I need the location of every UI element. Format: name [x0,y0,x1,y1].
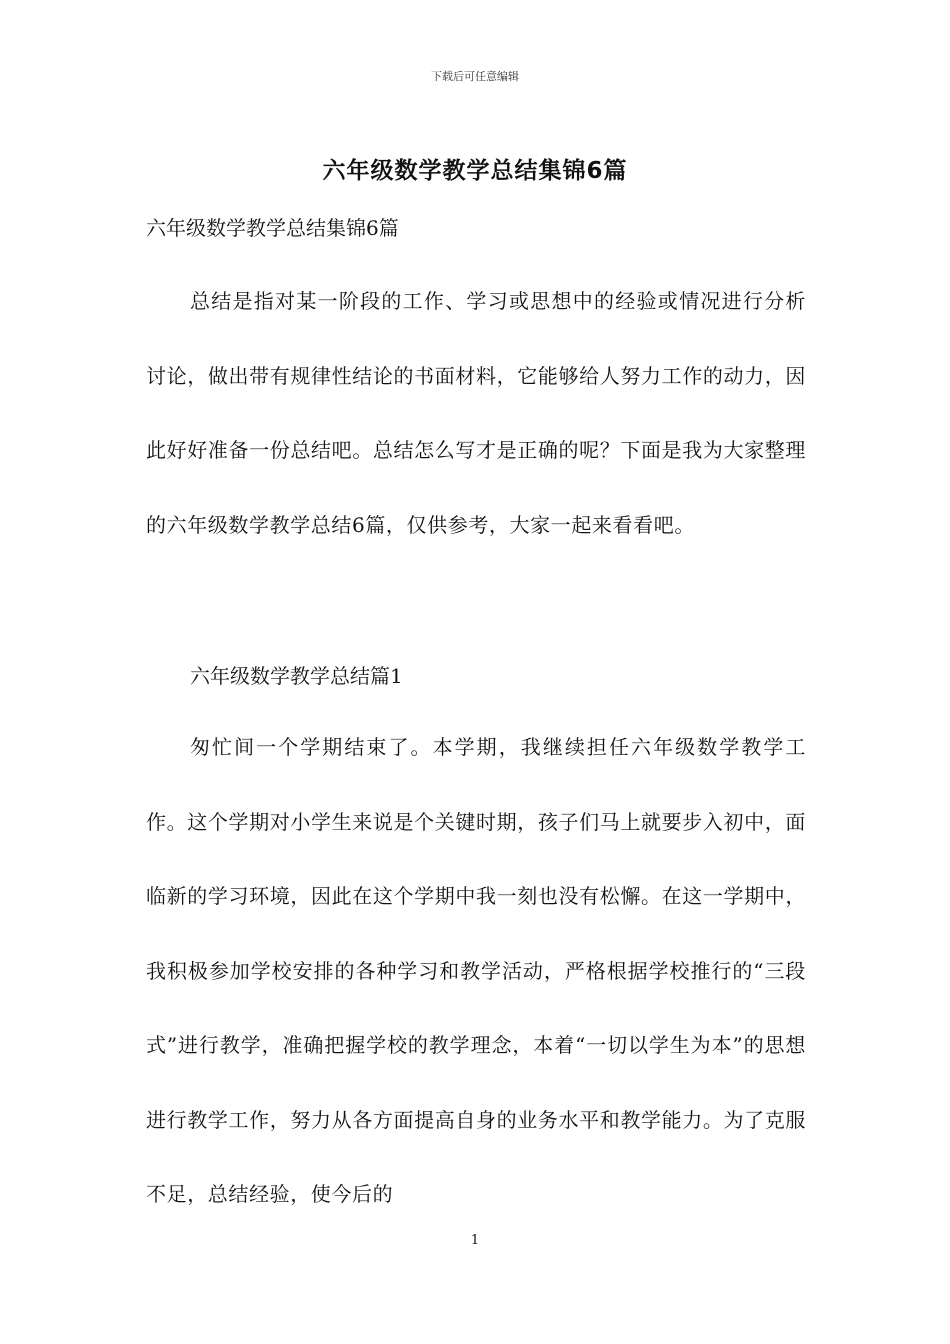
document-title: 六年级数学教学总结集锦6篇 [322,158,628,184]
intro-paragraph: 总结是指对某一阶段的工作、学习或思想中的经验或情况进行分析讨论，做出带有规律性结论的书面材料，它能够给人努力工作的动力，因此好好准备一份总结吧。总结怎么写才是正确的呢？下面是我为大家整理的六年级数学教学总结6篇，仅供参考，大家一起来看看吧。 [146,289,806,537]
header-note: 下载后可任意编辑 [431,70,519,83]
intro-section [146,264,806,562]
document-subtitle: 六年级数学教学总结集锦6篇 [146,216,399,240]
section-heading: 六年级数学教学总结篇1 [190,664,403,688]
section-paragraph: 匆忙间一个学期结束了。本学期，我继续担任六年级数学教学工作。这个学期对小学生来说是个关键时期，孩子们马上就要步入初中，面临新的学习环境，因此在这个学期中我一刻也没有松懈。在这一学期中，我积极参加学校安排的各种学习和教学活动，严格根据学校推行的“三段式”进行教学，准确把握学校的教学理念，本着“一切以学生为本”的思想进行教学工作，努力从各方面提高自身的业务水平和教学能力。为了克服不足，总结经验，使今后的 [146,735,806,1206]
page-number: 1 [470,1233,480,1248]
section-body [146,710,806,1232]
